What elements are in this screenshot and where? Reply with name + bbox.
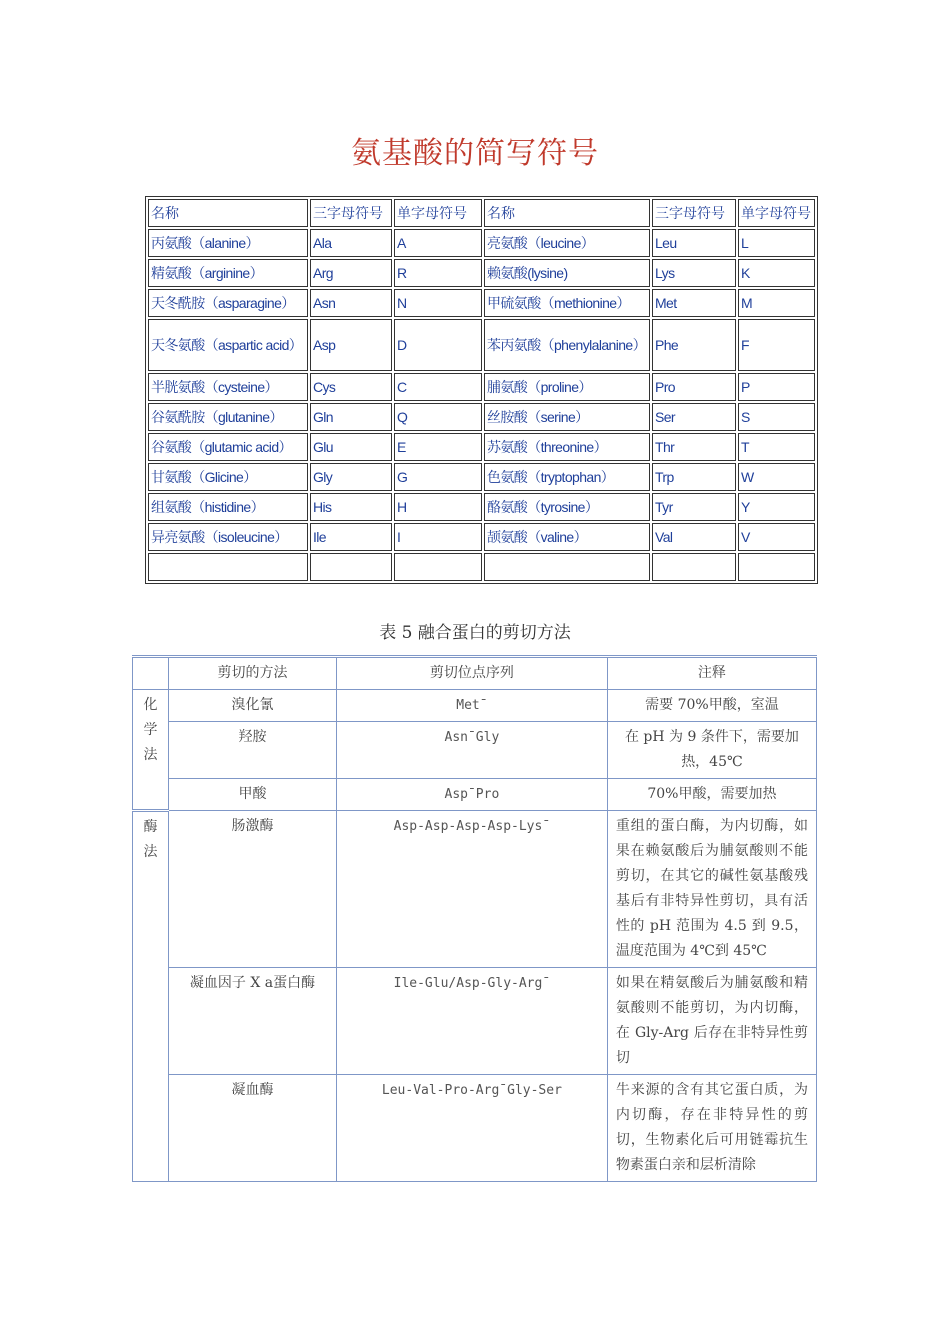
empty-cell — [133, 657, 169, 690]
site-cell: Asp¯Pro — [336, 779, 607, 811]
table-row — [148, 319, 815, 371]
method-cell: 羟胺 — [169, 722, 337, 779]
header-one-letter: 单字母符号 — [738, 199, 815, 227]
cleavage-method-table — [132, 655, 817, 1182]
amino-name: 苏氨酸（threonine） — [484, 433, 650, 461]
one-letter-code: V — [738, 523, 815, 551]
header-three-letter: 三字母符号 — [310, 199, 392, 227]
empty-cell — [148, 553, 308, 581]
three-letter-code: Ser — [652, 403, 736, 431]
page-title: 氨基酸的简写符号 — [351, 136, 599, 171]
one-letter-code: E — [394, 433, 482, 461]
table-row — [148, 289, 815, 317]
one-letter-code: Q — [394, 403, 482, 431]
three-letter-code: Ala — [310, 229, 392, 257]
category-label: 酶法 — [143, 819, 158, 860]
three-letter-code: Gly — [310, 463, 392, 491]
three-letter-code: Trp — [652, 463, 736, 491]
three-letter-code: Asn — [310, 289, 392, 317]
amino-name: 天冬氨酸（aspartic acid） — [148, 319, 308, 371]
empty-cell — [310, 553, 392, 581]
three-letter-code: Thr — [652, 433, 736, 461]
amino-name: 异亮氨酸（isoleucine） — [148, 523, 308, 551]
header-method: 剪切的方法 — [169, 657, 337, 690]
amino-name: 谷氨酰胺（glutanine） — [148, 403, 308, 431]
one-letter-code: I — [394, 523, 482, 551]
three-letter-code: Glu — [310, 433, 392, 461]
amino-name: 组氨酸（histidine） — [148, 493, 308, 521]
three-letter-code: Lys — [652, 259, 736, 287]
table-row — [133, 968, 817, 1075]
amino-name: 酪氨酸（tyrosine） — [484, 493, 650, 521]
amino-name: 亮氨酸（leucine） — [484, 229, 650, 257]
site-cell: Ile-Glu/Asp-Gly-Arg¯ — [336, 968, 607, 1075]
table-caption: 表 5 融合蛋白的剪切方法 — [379, 623, 571, 643]
three-letter-code: Ile — [310, 523, 392, 551]
one-letter-code: L — [738, 229, 815, 257]
category-chemical — [133, 690, 169, 811]
three-letter-code: Asp — [310, 319, 392, 371]
site-cell: Asp-Asp-Asp-Asp-Lys¯ — [336, 811, 607, 968]
note-cell: 重组的蛋白酶，为内切酶，如果在赖氨酸后为脯氨酸则不能剪切，在其它的碱性氨基酸残基后有非特异性剪切，具有活性的 pH 范围为 4.5 到 9.5，温度范围为 4℃到 45℃ — [607, 811, 816, 968]
method-cell: 肠激酶 — [169, 811, 337, 968]
note-cell: 牛来源的含有其它蛋白质，为内切酶，存在非特异性的剪切，生物素化后可用链霉抗生物素蛋白亲和层析清除 — [607, 1075, 816, 1182]
table-row — [148, 229, 815, 257]
site-cell: Met¯ — [336, 690, 607, 722]
note-cell: 70%甲酸，需要加热 — [607, 779, 816, 811]
table-row — [148, 493, 815, 521]
empty-cell — [738, 553, 815, 581]
three-letter-code: Phe — [652, 319, 736, 371]
empty-cell — [394, 553, 482, 581]
three-letter-code: Cys — [310, 373, 392, 401]
amino-name: 苯丙氨酸（phenylalanine） — [484, 319, 650, 371]
three-letter-code: Pro — [652, 373, 736, 401]
table-row — [133, 1075, 817, 1182]
table-row — [133, 811, 817, 968]
table-header-row — [133, 657, 817, 690]
amino-name: 丙氨酸（alanine） — [148, 229, 308, 257]
amino-name: 甘氨酸（Glicine） — [148, 463, 308, 491]
three-letter-code: Arg — [310, 259, 392, 287]
method-cell: 甲酸 — [169, 779, 337, 811]
one-letter-code: H — [394, 493, 482, 521]
header-three-letter: 三字母符号 — [652, 199, 736, 227]
one-letter-code: Y — [738, 493, 815, 521]
one-letter-code: W — [738, 463, 815, 491]
amino-name: 脯氨酸（proline） — [484, 373, 650, 401]
table-row — [133, 722, 817, 779]
one-letter-code: R — [394, 259, 482, 287]
three-letter-code: Leu — [652, 229, 736, 257]
amino-name: 精氨酸（arginine） — [148, 259, 308, 287]
amino-name: 赖氨酸(lysine) — [484, 259, 650, 287]
amino-name: 天冬酰胺（asparagine） — [148, 289, 308, 317]
one-letter-code: S — [738, 403, 815, 431]
category-label: 化学法 — [143, 697, 158, 763]
note-cell: 需要 70%甲酸，室温 — [607, 690, 816, 722]
amino-acid-table — [145, 196, 818, 584]
empty-cell — [484, 553, 650, 581]
three-letter-code: Val — [652, 523, 736, 551]
header-name: 名称 — [148, 199, 308, 227]
three-letter-code: Tyr — [652, 493, 736, 521]
one-letter-code: M — [738, 289, 815, 317]
method-cell: 凝血因子 X a蛋白酶 — [169, 968, 337, 1075]
header-note: 注释 — [607, 657, 816, 690]
three-letter-code: His — [310, 493, 392, 521]
one-letter-code: N — [394, 289, 482, 317]
table-row — [148, 523, 815, 551]
amino-name: 谷氨酸（glutamic acid） — [148, 433, 308, 461]
site-cell: Leu-Val-Pro-Arg¯Gly-Ser — [336, 1075, 607, 1182]
one-letter-code: D — [394, 319, 482, 371]
one-letter-code: P — [738, 373, 815, 401]
header-one-letter: 单字母符号 — [394, 199, 482, 227]
table-row — [133, 779, 817, 811]
table-row — [148, 403, 815, 431]
one-letter-code: G — [394, 463, 482, 491]
site-cell: Asn¯Gly — [336, 722, 607, 779]
method-cell: 溴化氰 — [169, 690, 337, 722]
empty-row — [148, 553, 815, 581]
one-letter-code: F — [738, 319, 815, 371]
amino-name: 色氨酸（tryptophan） — [484, 463, 650, 491]
table-row — [148, 463, 815, 491]
one-letter-code: A — [394, 229, 482, 257]
empty-cell — [652, 553, 736, 581]
category-enzyme — [133, 811, 169, 1182]
header-name: 名称 — [484, 199, 650, 227]
one-letter-code: T — [738, 433, 815, 461]
amino-name: 甲硫氨酸（methionine） — [484, 289, 650, 317]
table-row — [133, 690, 817, 722]
table-row — [148, 259, 815, 287]
table-row — [148, 433, 815, 461]
note-cell: 如果在精氨酸后为脯氨酸和精氨酸则不能剪切，为内切酶，在 Gly-Arg 后存在非特异性剪切 — [607, 968, 816, 1075]
table-row — [148, 373, 815, 401]
amino-name: 半胱氨酸（cysteine） — [148, 373, 308, 401]
three-letter-code: Met — [652, 289, 736, 317]
method-cell: 凝血酶 — [169, 1075, 337, 1182]
three-letter-code: Gln — [310, 403, 392, 431]
table-header-row — [148, 199, 815, 227]
amino-name: 丝胺酸（serine） — [484, 403, 650, 431]
note-cell: 在 pH 为 9 条件下，需要加热，45℃ — [607, 722, 816, 779]
header-site: 剪切位点序列 — [336, 657, 607, 690]
amino-name: 颉氨酸（valine） — [484, 523, 650, 551]
one-letter-code: C — [394, 373, 482, 401]
one-letter-code: K — [738, 259, 815, 287]
